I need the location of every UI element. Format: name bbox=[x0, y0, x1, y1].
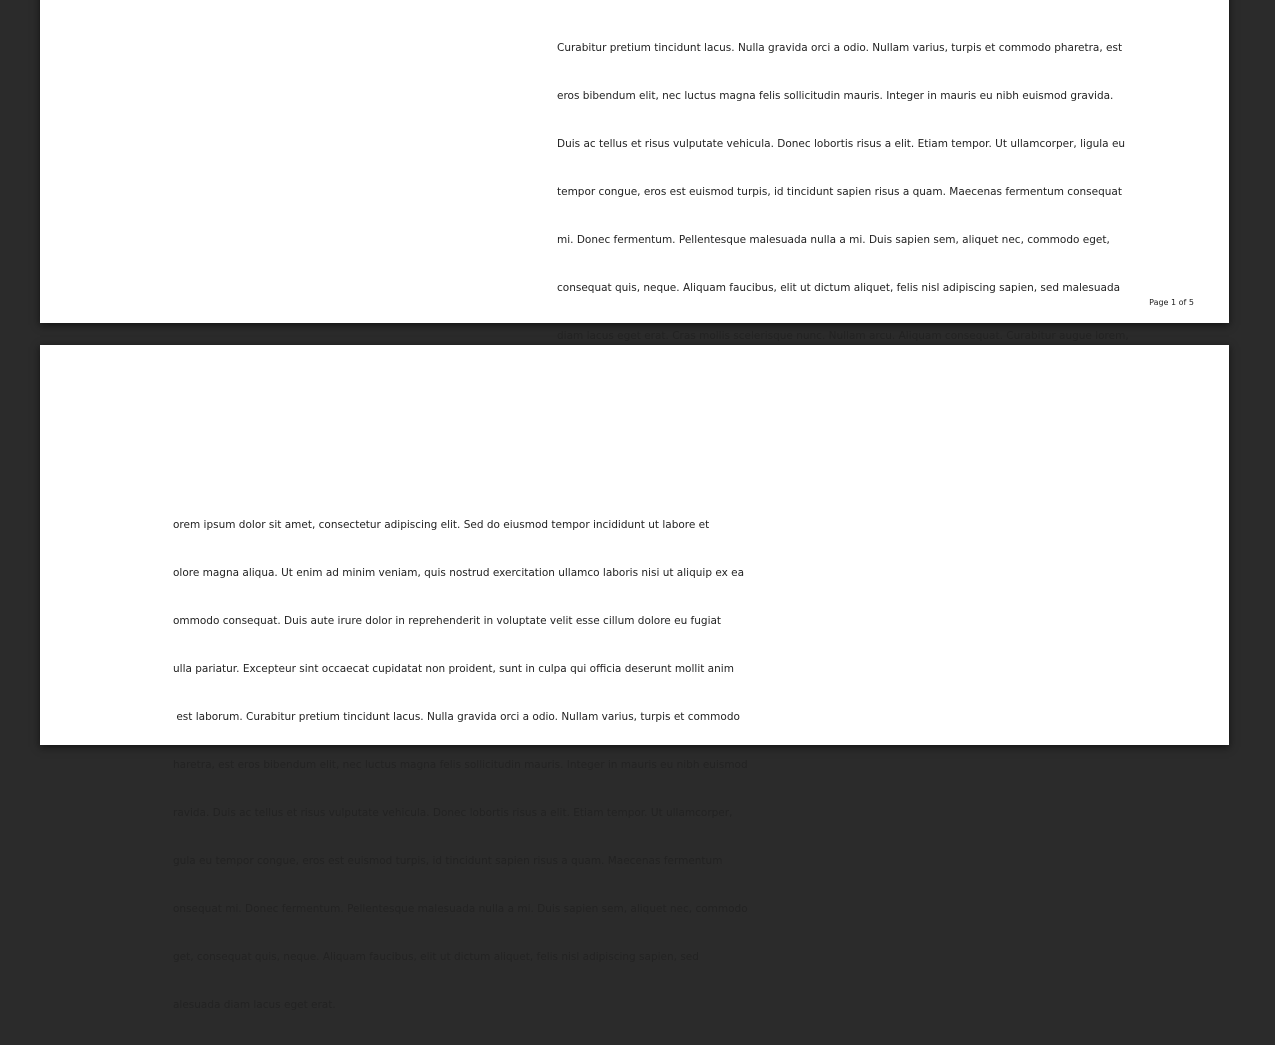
text-line: haretra, est eros bibendum elit, nec luctus magna felis sollicitudin mauris. Integer in mauris eu nibh euismod bbox=[173, 759, 748, 771]
text-line: est laborum. Curabitur pretium tincidunt lacus. Nulla gravida orci a odio. Nullam varius, turpis et commodo bbox=[173, 711, 740, 723]
text-line: mi. Donec fermentum. Pellentesque malesuada nulla a mi. Duis sapien sem, aliquet nec, commodo eget, bbox=[557, 234, 1110, 246]
text-line: get, consequat quis, neque. Aliquam faucibus, elit ut dictum aliquet, felis nisl adipiscing sapien, sed bbox=[173, 951, 699, 963]
text-line: consequat quis, neque. Aliquam faucibus, elit ut dictum aliquet, felis nisl adipiscing sapien, sed malesuada bbox=[557, 282, 1121, 294]
text-line: ulla pariatur. Excepteur sint occaecat cupidatat non proident, sunt in culpa qui officia deserunt mollit anim bbox=[173, 663, 734, 675]
page-number-footer: Page 1 of 5 bbox=[1149, 298, 1194, 307]
document-page-1 bbox=[40, 0, 1229, 342]
text-line: Duis ac tellus et risus vulputate vehicula. Donec lobortis risus a elit. Etiam tempor. Ut ullamcorper, ligula eu bbox=[557, 138, 1126, 150]
text-line: gula eu tempor congue, eros est euismod turpis, id tincidunt sapien risus a quam. Maecenas fermentum bbox=[173, 855, 723, 867]
text-line: eros bibendum elit, nec luctus magna felis sollicitudin mauris. Integer in mauris eu nibh euismod gravida. bbox=[557, 90, 1114, 102]
text-line: ommodo consequat. Duis aute irure dolor in reprehenderit in voluptate velit esse cillum dolore eu fugiat bbox=[173, 615, 722, 627]
text-line: diam lacus eget erat. Cras mollis scelerisque nunc. Nullam arcu. Aliquam consequat. Curabitur augue lorem, bbox=[557, 330, 1129, 342]
text-line: orem ipsum dolor sit amet, consectetur adipiscing elit. Sed do eiusmod tempor incididunt ut labore et bbox=[173, 519, 710, 531]
text-line: alesuada diam lacus eget erat. bbox=[173, 999, 336, 1011]
text-line: ravida. Duis ac tellus et risus vulputate vehicula. Donec lobortis risus a elit. Etiam tempor. Ut ullamcorper, bbox=[173, 807, 733, 819]
text-line: onsequat mi. Donec fermentum. Pellentesque malesuada nulla a mi. Duis sapien sem, aliquet nec, commodo bbox=[173, 903, 748, 915]
document-page-2 bbox=[40, 345, 1229, 1011]
text-line: Curabitur pretium tincidunt lacus. Nulla gravida orci a odio. Nullam varius, turpis et commodo pharetra, est bbox=[557, 42, 1123, 54]
text-line: olore magna aliqua. Ut enim ad minim veniam, quis nostrud exercitation ullamco laboris nisi ut aliquip ex ea bbox=[173, 567, 745, 579]
page-2-paragraph bbox=[173, 485, 748, 1045]
text-line: tempor congue, eros est euismod turpis, id tincidunt sapien risus a quam. Maecenas fermentum consequat bbox=[557, 186, 1122, 198]
